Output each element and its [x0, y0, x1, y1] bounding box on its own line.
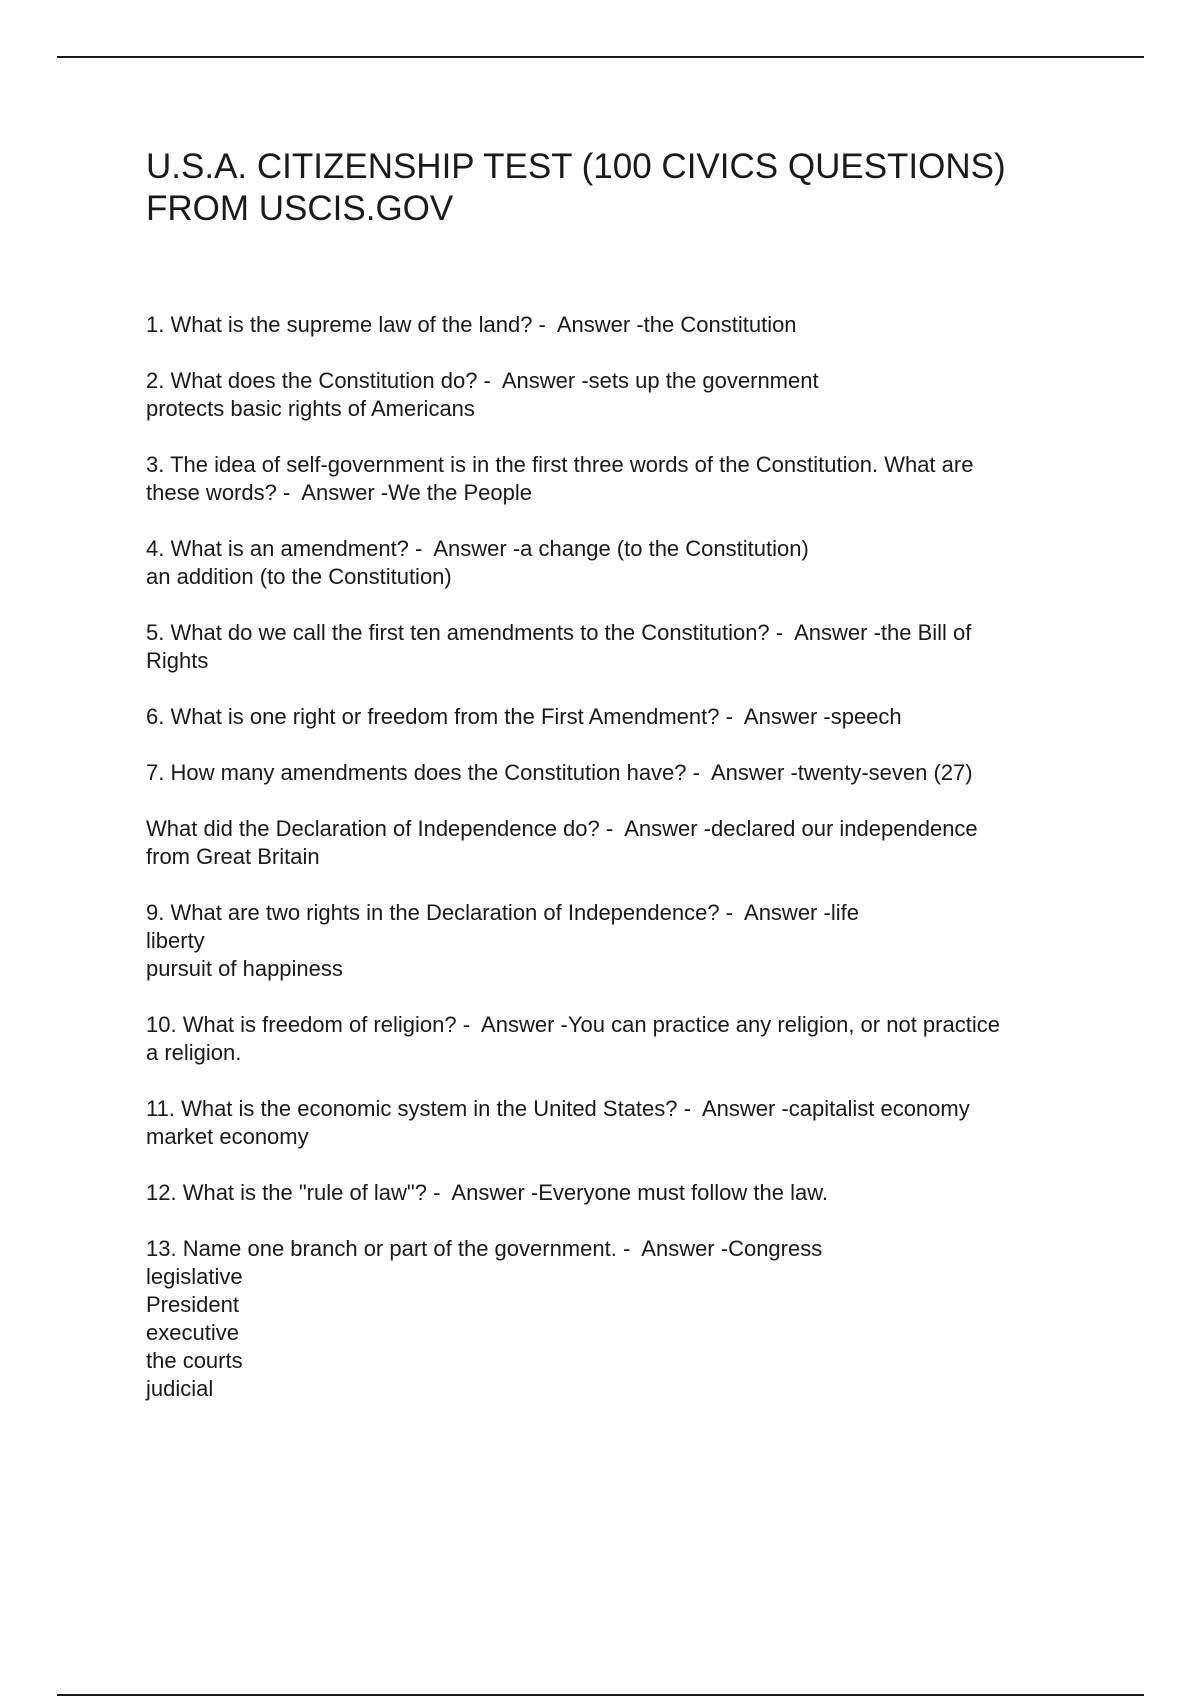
question-line: 2. What does the Constitution do? - Answer -sets up the government [146, 368, 819, 393]
answer-line: an addition (to the Constitution) [146, 564, 452, 589]
answer-line: executive [146, 1320, 239, 1345]
question-item-1 [146, 311, 1096, 339]
title-line: U.S.A. CITIZENSHIP TEST (100 CIVICS QUESTIONS) [146, 147, 1006, 186]
question-item-10 [146, 1011, 1096, 1067]
question-item-6 [146, 703, 1096, 731]
question-line: 5. What do we call the first ten amendments to the Constitution? - Answer -the Bill of [146, 620, 972, 645]
question-line: 13. Name one branch or part of the government. - Answer -Congress [146, 1236, 823, 1261]
answer-line: the courts [146, 1348, 243, 1373]
question-line: What did the Declaration of Independence do? - Answer -declared our independence [146, 816, 978, 841]
answer-line: pursuit of happiness [146, 956, 343, 981]
page-title [146, 146, 1106, 230]
question-line: 3. The idea of self-government is in the first three words of the Constitution. What are [146, 452, 974, 477]
answer-line: liberty [146, 928, 205, 953]
answer-line: legislative [146, 1264, 243, 1289]
question-item-12 [146, 1179, 1096, 1207]
question-line: 4. What is an amendment? - Answer -a change (to the Constitution) [146, 536, 809, 561]
question-item-2 [146, 367, 1096, 423]
answer-line: protects basic rights of Americans [146, 396, 475, 421]
answer-line: market economy [146, 1124, 309, 1149]
title-line: FROM USCIS.GOV [146, 189, 454, 228]
question-line: 6. What is one right or freedom from the First Amendment? - Answer -speech [146, 704, 902, 729]
question-line: 1. What is the supreme law of the land? - Answer -the Constitution [146, 312, 797, 337]
question-line: 12. What is the "rule of law"? - Answer -Everyone must follow the law. [146, 1180, 829, 1205]
answer-line: from Great Britain [146, 844, 320, 869]
question-line: these words? - Answer -We the People [146, 480, 533, 505]
question-item-9 [146, 899, 1096, 983]
question-item-4 [146, 535, 1096, 591]
question-line: 10. What is freedom of religion? - Answer -You can practice any religion, or not practice [146, 1012, 1000, 1037]
question-item-7 [146, 759, 1096, 787]
bottom-divider [57, 1694, 1144, 1696]
answer-line: Rights [146, 648, 209, 673]
question-item-13 [146, 1235, 1096, 1403]
question-line: 11. What is the economic system in the United States? - Answer -capitalist economy [146, 1096, 970, 1121]
answer-line: President [146, 1292, 239, 1317]
top-divider [57, 56, 1144, 58]
answer-line: judicial [146, 1376, 214, 1401]
question-item-8 [146, 815, 1096, 871]
question-list [146, 311, 1096, 1431]
question-line: 9. What are two rights in the Declaration of Independence? - Answer -life [146, 900, 859, 925]
question-item-3 [146, 451, 1096, 507]
answer-line: a religion. [146, 1040, 242, 1065]
question-line: 7. How many amendments does the Constitution have? - Answer -twenty-seven (27) [146, 760, 973, 785]
question-item-5 [146, 619, 1096, 675]
question-item-11 [146, 1095, 1096, 1151]
